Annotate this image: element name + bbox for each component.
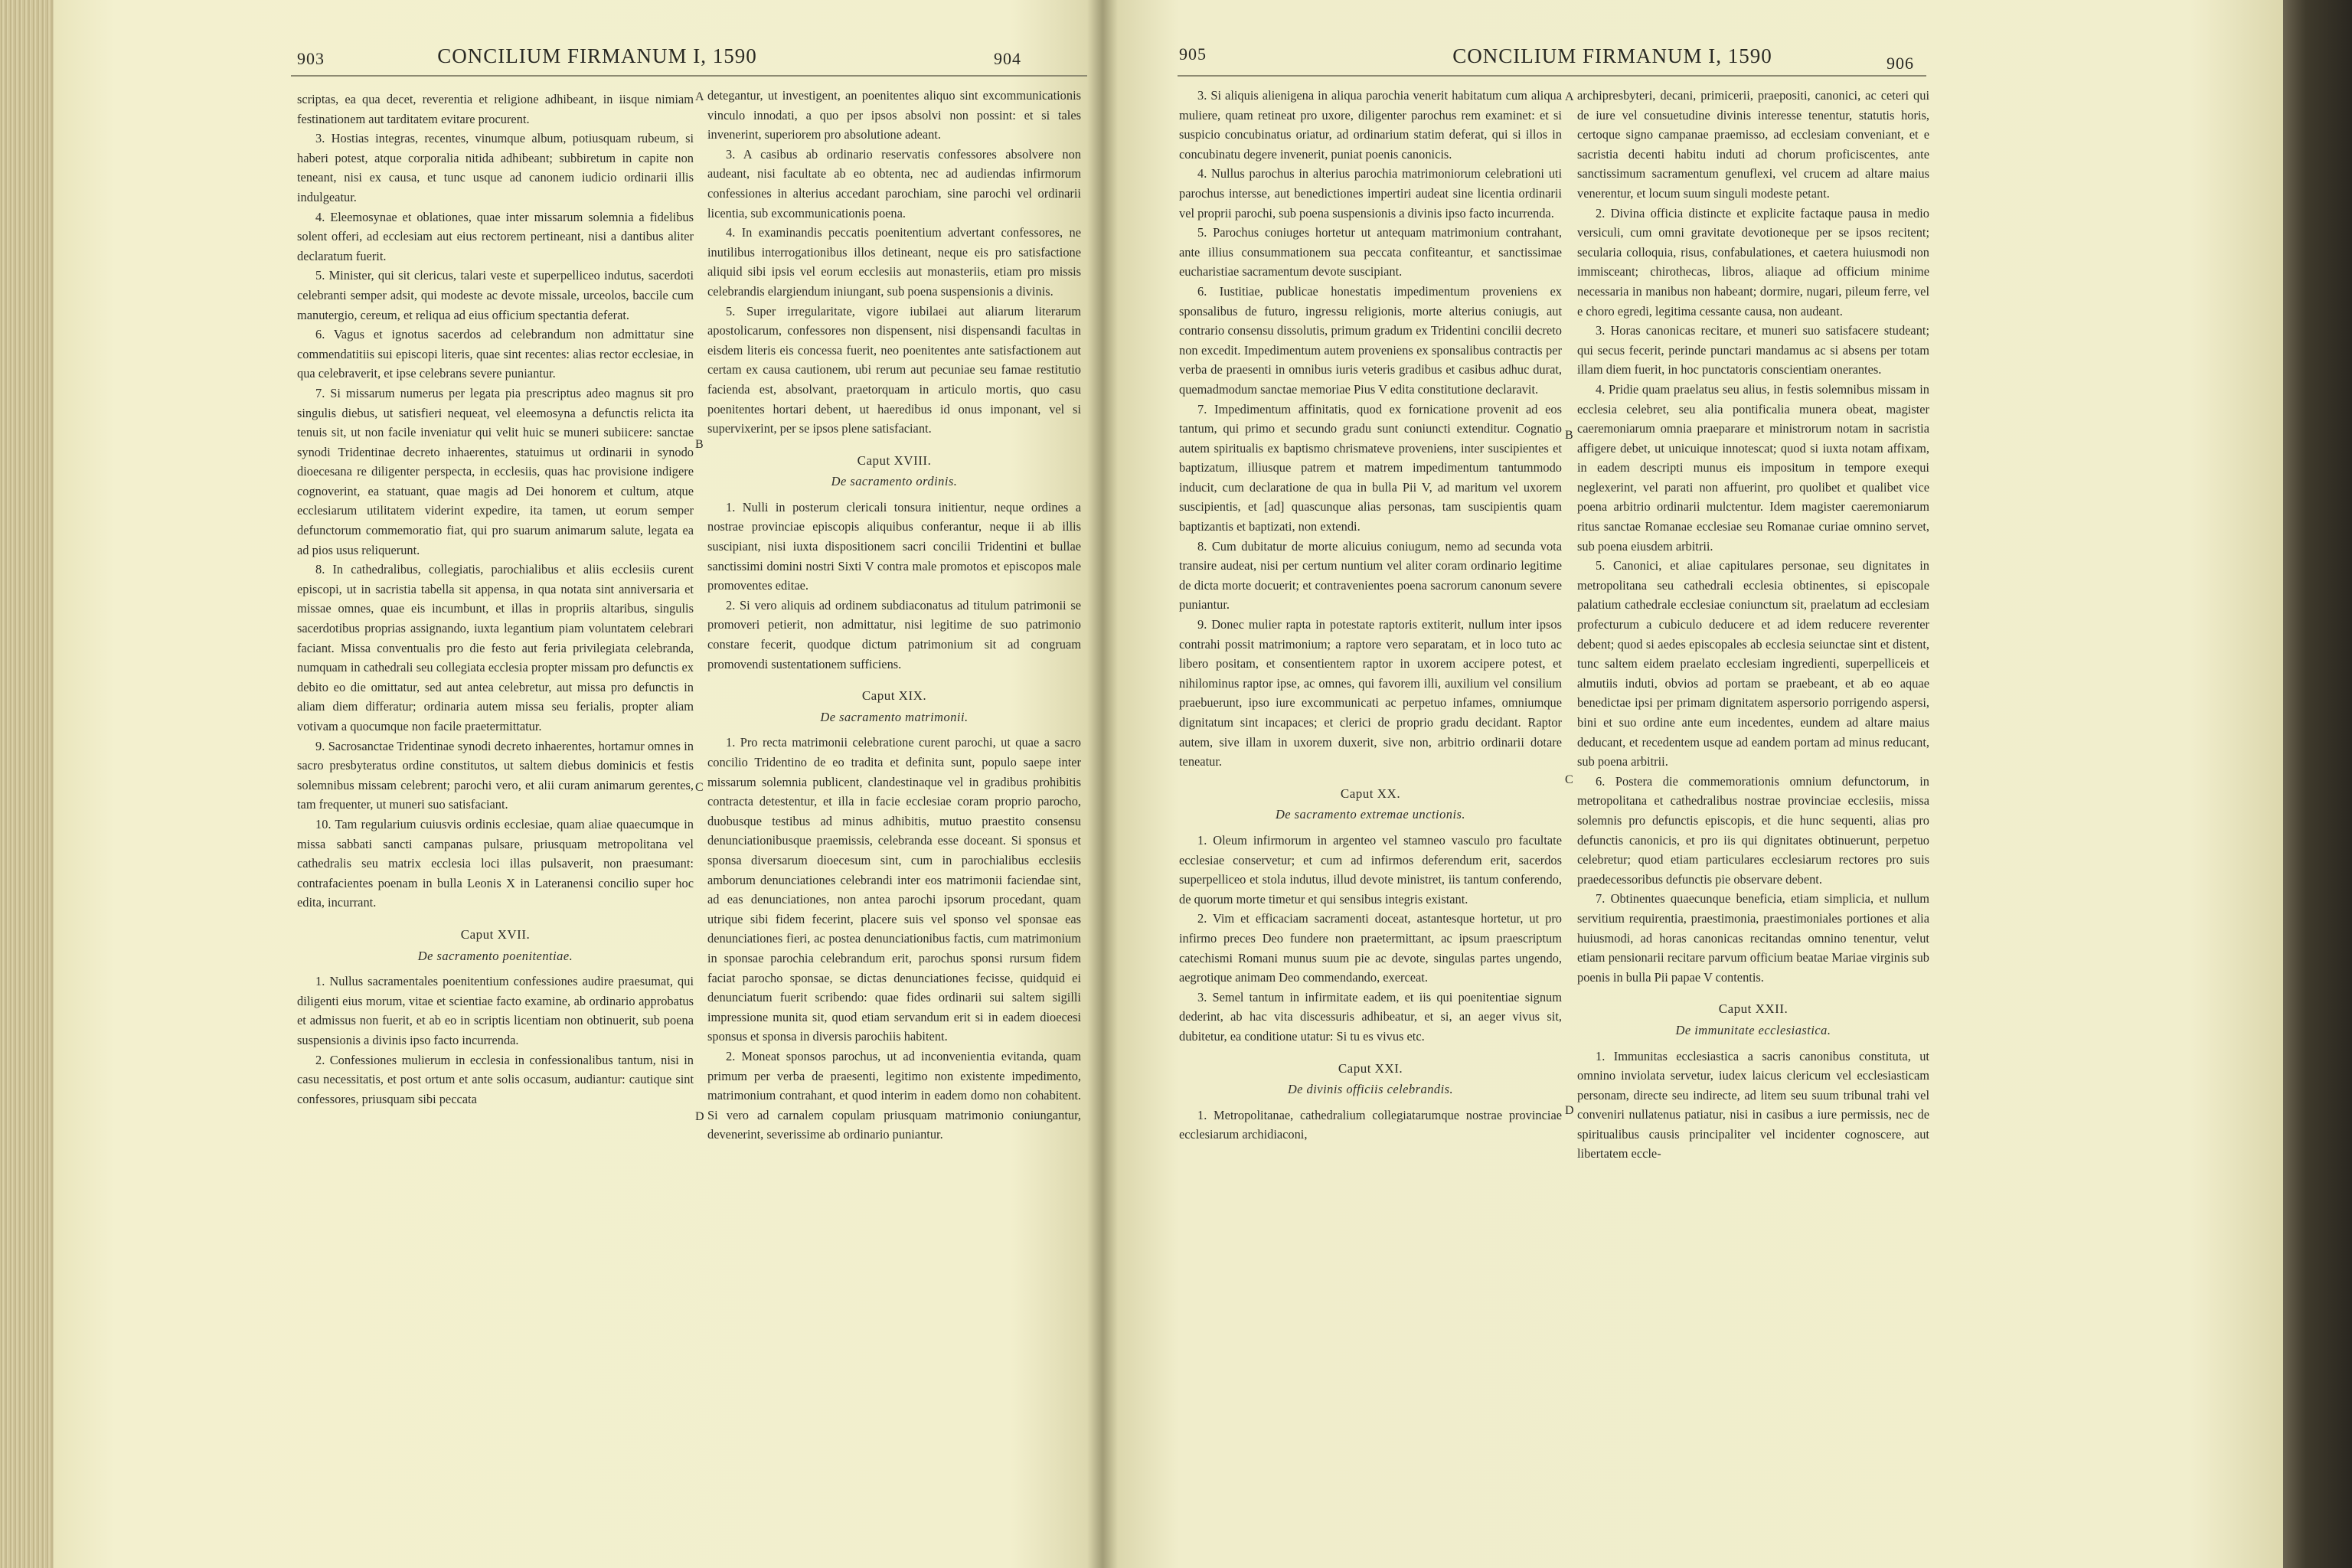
paragraph: 9. Donec mulier rapta in potestate raptoris extiterit, nullum inter ipsos contrahi possit matrimonium; a raptore vero separatam, et in loco tuto ac libero positam, et consentientem raptor in uxorem accipere potest, et nihilominus raptor ipse, ac omnes, qui favorem illi, auxilium vel consilium praebuerunt, ipso iure excommunicati ac perpetuo infames, omniumque dignitatum sint incapaces; et clerici de proprio gradu decidant. Raptor autem, sive illam in uxorem duxerit, sive non, arbitrio ordinarii dotare teneatur. xyxy=(1179,617,1562,769)
paragraph: 7. Si missarum numerus per legata pia prescriptus adeo magnus sit pro singulis diebus, ut satisfieri nequeat, vel eleemosyna a defunctis relicta ita tenuis sit, ut non facile inveniatur qui velit huic se muneri subiicere: sanctae synodi Tridentinae decreto inhaerentes, statuimus ut ordinarii in synodo dioecesana re diligenter perspecta, in ecclesiis, quas hac provisione indigere cognoverint, ea statuant, quae magis ad Dei honorem et cultum, atque ecclesiarum utilitatem viderint expedire, ita tamen, ut eorum semper defunctorum commemoratio fiat, qui pro suarum animarum salute, legata ea ad pios usus reliquerunt. xyxy=(297,385,694,557)
paragraph: scriptas, ea qua decet, reverentia et religione adhibeant, in iisque nimiam festinationem aut tarditatem evitare procurent. xyxy=(297,92,694,126)
paragraph: 6. Postera die commemorationis omnium defunctorum, in metropolitana et cathedralibus nostrae provinciae ecclesiis, missa solemnis pro defunctis episcopis, et die hunc sequenti, alias pro defunctis canonicis, et pro iis qui dignitates obtinuerunt, perpetuo celebretur; quod etiam particulares ecclesiarum rectores pro suis praedecessoribus defunctis pie observare debent. xyxy=(1577,773,1929,887)
paragraph: 2. Vim et efficaciam sacramenti doceat, astantesque hortetur, ut pro infirmo preces Deo fundere non praetermittant, ac ipsum praescriptum catechismi Romani munus suum pie ac devote, singulas partes ungendo, aegrotique animam Deo commendando, exerceat. xyxy=(1179,911,1562,985)
paragraph: 5. Super irregularitate, vigore iubilaei aut aliarum literarum apostolicarum, confessores non dispensent, nisi dispensandi facultas in eisdem literis eis concessa fuerit, neo poenitentes ante satisfactionem aut certam ex causa cautionem, ubi rerum aut pecuniae seu famae restitutio facienda est, absolvant, praetorquam in articulo mortis, quo casu poenitentes hortari debent, ut haeredibus id onus imponant, vel si supervixerint, per se ipsos plene satisfaciant. xyxy=(707,303,1081,436)
paragraph: 8. In cathedralibus, collegiatis, parochialibus et aliis ecclesiis curent episcopi, ut in sacristia tabella sit appensa, in qua notata sint anniversaria et missae omnes, quae eis incumbunt, et illas in propriis altaribus, singulis sacerdotibus proprias assignando, iuxta legantium piam voluntatem celebrari faciant. Missa conventualis pro die festo aut feria privilegiata celebranda, numquam in cathedrali seu collegiata ecclesia propter missam pro defunctis ex debito eo die omittatur, sed aut antea celebretur, aut missa pro defunctis in aliam diem differatur; ordinaria autem missa seu ferialis, propter aliam votivam a quocumque non facile praetermittatur. xyxy=(297,562,694,733)
caput-subtitle: De sacramento matrimonii. xyxy=(820,709,969,724)
paragraph: 1. Immunitas ecclesiastica a sacris canonibus constituta, ut omnino inviolata servetur, iudex laicus clericum vel ecclesiasticam personam, directe seu indirecte, ad litem seu suum tribunal trahi vel conveniri nullatenus patiatur, nisi in casibus a iure permissis, nec de spiritualibus causis principaliter vel incidenter cognoscere, aut libertatem eccle- xyxy=(1577,1048,1929,1161)
running-title-left: CONCILIUM FIRMANUM I, 1590 xyxy=(437,44,757,67)
caput-heading: Caput XIX. xyxy=(861,688,927,704)
caput-subtitle: De immunitate ecclesiastica. xyxy=(1675,1022,1831,1037)
paragraph: 4. Eleemosynae et oblationes, quae inter missarum solemnia a fidelibus solent offeri, ad ecclesiam aut eius rectorem pertineant, nisi a dantibus aliter declaratum fuerit. xyxy=(297,209,694,263)
right-page-column-2 xyxy=(1577,86,1929,1164)
col-marker-a: A xyxy=(1565,90,1574,103)
caput-subtitle: De sacramento ordinis. xyxy=(831,474,958,489)
caput-heading: Caput XXI. xyxy=(1338,1060,1403,1076)
paragraph: 3. Horas canonicas recitare, et muneri suo satisfacere studeant; qui secus fecerit, perinde punctari mandamus ac si absens per totam illam diem fuerit, in hoc punctatoris conscientiam onerantes. xyxy=(1577,323,1929,377)
left-page-column-1 xyxy=(297,90,694,1109)
binding-edge-right xyxy=(2283,0,2352,1568)
left-page-column-2 xyxy=(707,86,1081,1145)
paragraph: 4. Nullus parochus in alterius parochia matrimoniorum celebrationi uti parochus intersse, aut benedictiones impertiri audeat sine licentia ordinarii vel proprii parochi, sub poena suspensionis a divinis ipso facto incurrenda. xyxy=(1179,166,1562,220)
paragraph: 7. Obtinentes quaecunque beneficia, etiam simplicia, et nullum servitium requirentia, praestimonia, praestimoniales portiones et alia huiusmodi, ad horas canonicas recitandas omnino tenentur, velut etiam pensionarii recitare parvum officium beatae Mariae virginis sub poenis in bulla Pii papae V contentis. xyxy=(1577,891,1929,985)
col-marker-c: C xyxy=(1565,773,1573,786)
paragraph: 2. Divina officia distincte et explicite factaque pausa in medio versiculi, cum omni gravitate devotioneque per se ipsos recitent; secularia colloquia, risus, confabulationes, et caetera huiusmodi non immisceant; chirothecas, libros, aliaque ad officium minime necessaria in manibus non habeant; dormire, nugari, pileum ferre, vel e choro egredi, legitima cessante causa, non audeant. xyxy=(1577,205,1929,318)
paragraph: 3. Semel tantum in infirmitate eadem, et iis qui poenitentiae signum dederint, ab hac vita discessuris adhibeatur, et si, an aeger vivus sit, dubitetur, ea conditione utatur: Si tu es vivus etc. xyxy=(1179,989,1562,1044)
col-marker-b: B xyxy=(1565,429,1573,442)
left-page xyxy=(54,0,1102,1568)
paragraph: 2. Moneat sponsos parochus, ut ad inconvenientia evitanda, quam primum per verba de praesenti, legitimo non existente impedimento, matrimonium contrahant, et quod interim in eadem domo non cohabitent. Si vero ad carnalem copulam priusquam matrimonio coniungantur, devenerint, severissime ab ordinario puniantur. xyxy=(707,1048,1081,1142)
running-title-right: CONCILIUM FIRMANUM I, 1590 xyxy=(1452,44,1772,67)
paragraph: 1. Oleum infirmorum in argenteo vel stamneo vasculo pro facultate ecclesiae conservetur; et cum ad infirmos deferendum erit, sacerdos superpelliceo et stola indutus, illud devote ministret, iis tantum conferendo, de quorum morte timetur et qui sensibus integris existant. xyxy=(1179,832,1562,906)
paragraph: 5. Canonici, et aliae capitulares personae, seu dignitates in metropolitana seu cathedrali ecclesia obtinentes, si episcopale palatium cathedrale ecclesiae coniunctum sit, praelatum ad ecclesiam profecturum a cubiculo deducere et ad idem reducere reverenter debent; quod si aedes episcopales ab ecclesia seiunctae sint et distent, tunc saltem eidem praelato ecclesiam ingredienti, superpelliceis et almutiis induti, obvios ad portam se praebeant, et ab eo aquae benedictae ipsi per primam dignitatem aspersorio porrigendo aspersi, bini et suo ordine ante eum incedentes, eundem ad altare maius deducant, et recedentem usque ad eandem portam ad minus reducant, sub poena arbitrii. xyxy=(1577,558,1929,769)
header-rule-left xyxy=(291,75,1087,77)
header-rule-right xyxy=(1178,75,1926,77)
paragraph: 6. Iustitiae, publicae honestatis impedimentum proveniens ex sponsalibus de futuro, ingressu religionis, morte alterius coniugis, aut contrario consensu dissolutis, primum gradum ex Tridentini concilii decreto non excedit. Impedimentum autem proveniens ex sponsalibus contractis per verba de praesenti in omnibus iuris veteris gradibus et casibus adhuc durat, quemadmodum sanctae memoriae Pius V edita constitutione declaravit. xyxy=(1179,283,1562,397)
col-marker-d: D xyxy=(1565,1104,1574,1117)
page-number-903: 903 xyxy=(297,49,325,68)
paragraph: 3. Hostias integras, recentes, vinumque album, potiusquam rubeum, si haberi potest, atque corporalia nitida adhibeant; subbiretum in capite non teneant, nisi ex causa, et tunc usque ad canonem iudicio ordinarii illis indulgeatur. xyxy=(297,131,694,204)
paragraph: 6. Vagus et ignotus sacerdos ad celebrandum non admittatur sine commendatitiis sui episcopi literis, quae sint recentes: alias rector ecclesiae, in qua celebraverit, et ipse celebrans severe puniantur. xyxy=(297,327,694,381)
caput-subtitle: De sacramento poenitentiae. xyxy=(417,948,573,963)
page-number-904: 904 xyxy=(994,49,1021,68)
paragraph: 2. Confessiones mulierum in ecclesia in confessionalibus tantum, nisi in casu necessitatis, et post ortum et ante solis occasum, audiantur: cautique sint confessores, priusquam sibi peccata xyxy=(297,1052,694,1106)
paragraph: archipresbyteri, decani, primicerii, praepositi, canonici, ac ceteri qui de iure vel consuetudine divinis interesse tenentur, statutis horis, certoque signo campanae praemisso, ad ecclesiam conveniant, et e sacristia decenti habitu induti ad chorum proficiscentes, ante sanctissimum sacramentum genuflexi, vel crucem ad altare maius venerentur, et locum suum singuli modeste petant. xyxy=(1577,88,1929,201)
paragraph: 9. Sacrosanctae Tridentinae synodi decreto inhaerentes, hortamur omnes in sacro presbyteratus ordine constitutos, ut saltem diebus dominicis et festis solemnibus missam celebrent; parochi vero, et alii curam animarum gerentes, tam frequenter, ut muneri suo satisfaciant. xyxy=(297,738,694,812)
paragraph: 3. A casibus ab ordinario reservatis confessores absolvere non audeant, nisi facultate ab eo obtenta, nec ad audiendas infirmorum confessiones in alterius accedant parochiam, sine parochi vel ordinarii licentia, sub excommunicationis poena. xyxy=(707,146,1081,220)
paragraph: 1. Nullus sacramentales poenitentium confessiones audire praesumat, qui diligenti eius morum, vitae et scientiae facto examine, ab ordinario approbatus et admissus non fuerit, et ab eo in scriptis licentiam non obtinuerit, sub poena suspensionis a divinis ipso facto incurrenda. xyxy=(297,974,694,1047)
col-marker-a: A xyxy=(695,90,704,103)
right-page-column-1 xyxy=(1179,86,1562,1145)
paragraph: 1. Pro recta matrimonii celebratione curent parochi, ut quae a sacro concilio Tridentino de eo tradita et definita sunt, populo saepe inter missarum solemnia publicent, clandestinaque vel in gradibus prohibitis contracta detestentur, et illa in facie ecclesiae coram proprio parocho, duobusque testibus ad minus adhibitis, mutuo praestito consensu denunciationibusque praemissis, celebranda esse doceant. Si sponsus et sponsa diversarum dioecesum sint, cum in parochialibus ecclesiis amborum denunciationes celebrandi inter eos matrimonii faciendae sint, ad eas denunciationes, non antea parochi ipsorum procedant, quam utrique sibi fidem fecerint, placere suis vel sponso vel sponsae eas denunciationes fieri, ac postea denunciationibus factis, cum matrimonium in sponsae parochia celebrandum erit, parochus sponsi rursum fidem faciat parocho sponsae, se dictas denunciationes fecisse, quidquid ei denunciatum fuerit scribendo: quae fides ordinarii sui saltem sigilli impressione munita sit, quod etiam servandum erit si in eadem dioecesi sponsus et sponsa in diversis parochiis habitent. xyxy=(707,735,1081,1044)
paragraph: 10. Tam regularium cuiusvis ordinis ecclesiae, quam aliae quaecumque in missa sabbati sancti campanas pulsare, priusquam metropolitana vel cathedralis seu matrix ecclesia loci illas pulsaverit, non praesumant: contrafacientes poenam in bulla Leonis X in Lateranensi concilio super hoc edita, incurrant. xyxy=(297,816,694,910)
caput-subtitle: De divinis officiis celebrandis. xyxy=(1287,1082,1454,1097)
paragraph: 7. Impedimentum affinitatis, quod ex fornicatione provenit ad eos tantum, qui primo et secundo gradu sunt coniuncti extenditur. Cognatio autem spiritualis ex baptismo chrismateve proveniens, inter suscipientes et baptizatum, illiusque patrem et matrem impedimentum tantummodo inducit, cum declaratione de qua in bulla Pii V, ad maritum vel uxorem suscipientis, et [ad] quascunque alias personas, tam suscipientis quam baptizantis et baptizati, non extendi. xyxy=(1179,401,1562,534)
paragraph: detegantur, ut investigent, an poenitentes aliquo sint excommunicationis vinculo innodati, a quo per ipsos absolvi non possint: et si tales invenerint, superiorem pro absolutione adeant. xyxy=(707,88,1081,142)
paragraph: 8. Cum dubitatur de morte alicuius coniugum, nemo ad secunda vota transire audeat, nisi per certum nuntium vel aliter coram ordinario legitime de dicta morte docuerit; et contravenientes poena sacrorum canonum severe puniantur. xyxy=(1179,538,1562,612)
paragraph: 1. Metropolitanae, cathedralium collegiatarumque nostrae provinciae ecclesiarum archidiaconi, xyxy=(1179,1107,1562,1142)
page-number-906: 906 xyxy=(1886,54,1914,73)
caput-heading: Caput XXII. xyxy=(1718,1001,1788,1017)
paragraph: 5. Parochus coniuges hortetur ut antequam matrimonium contrahant, ante illius consummationem sua peccata confiteantur, et sanctissimae eucharistiae sacramentum devote suscipiant. xyxy=(1179,225,1562,279)
col-marker-b: B xyxy=(695,438,704,451)
right-page-header xyxy=(1102,44,2283,75)
paragraph: 1. Nulli in posterum clericali tonsura initientur, neque ordines a nostrae provinciae episcopis aliquibus conferantur, neque ii ab illis suscipiant, nisi iuxta dispositionem sacri concilii Tridentini et bullae sanctissimi domini nostri Sixti V contra male promotos et episcopos male promoventes editae. xyxy=(707,499,1081,593)
paragraph: 3. Si aliquis alienigena in aliqua parochia venerit habitatum cum aliqua muliere, quam retineat pro uxore, diligenter parochus rem examinet: et si suspicio concubinatus oriatur, ad ordinarium statim deferat, qui si illos in concubinatu degere invenerit, puniat poenis canonicis. xyxy=(1179,88,1562,162)
col-marker-c: C xyxy=(695,781,704,794)
right-page xyxy=(1102,0,2283,1568)
paragraph: 5. Minister, qui sit clericus, talari veste et superpelliceo indutus, sacerdoti celebranti semper adsit, qui modeste ac devote missale, urceolos, baccile cum manutergio, cereum, et reliqua ad eius officium spectantia deferat. xyxy=(297,268,694,322)
book-gutter xyxy=(1087,0,1118,1568)
col-marker-d: D xyxy=(695,1110,704,1123)
caput-heading: Caput XVIII. xyxy=(857,452,932,468)
page-edges-left xyxy=(0,0,54,1568)
paragraph: 4. Pridie quam praelatus seu alius, in festis solemnibus missam in ecclesia celebret, seu alia pontificalia munera obeat, magister caeremoniarum omnia praeparare et ministrorum notam in sacristia affigere debet, ut unicuique innotescat; quod si iuxta notam affixam, in eadem descripti munus eis impositum in tempore exequi neglexerint, vel parati non affuerint, pro quolibet et qualibet vice poena arbitrio ordinarii mulctentur. Idem magister caeremoniarum ritus sanctae Romanae ecclesiae seu Romanae curiae omnino servet, sub poena eiusdem arbitrii. xyxy=(1577,381,1929,554)
caput-subtitle: De sacramento extremae unctionis. xyxy=(1275,807,1466,822)
paragraph: 2. Si vero aliquis ad ordinem subdiaconatus ad titulum patrimonii se promoveri petierit, non admittatur, nisi legitime de suo patrimonio constare fecerit, quodque dictum patrimonium sit ad congruam promovendi sustentationem sufficiens. xyxy=(707,597,1081,671)
caput-heading: Caput XX. xyxy=(1340,786,1401,801)
page-number-905: 905 xyxy=(1179,44,1207,64)
caput-heading: Caput XVII. xyxy=(460,926,531,942)
left-page-header xyxy=(54,44,1102,75)
paragraph: 4. In examinandis peccatis poenitentium advertant confessores, ne inutilibus interrogationibus illos detineant, neque eis pro satisfactione aliquid sibi ipsis vel eorum ecclesiis aut monasteriis, etiam pro missis celebrandis elargiendum iniungant, sub poena suspensionis a divinis. xyxy=(707,225,1081,299)
